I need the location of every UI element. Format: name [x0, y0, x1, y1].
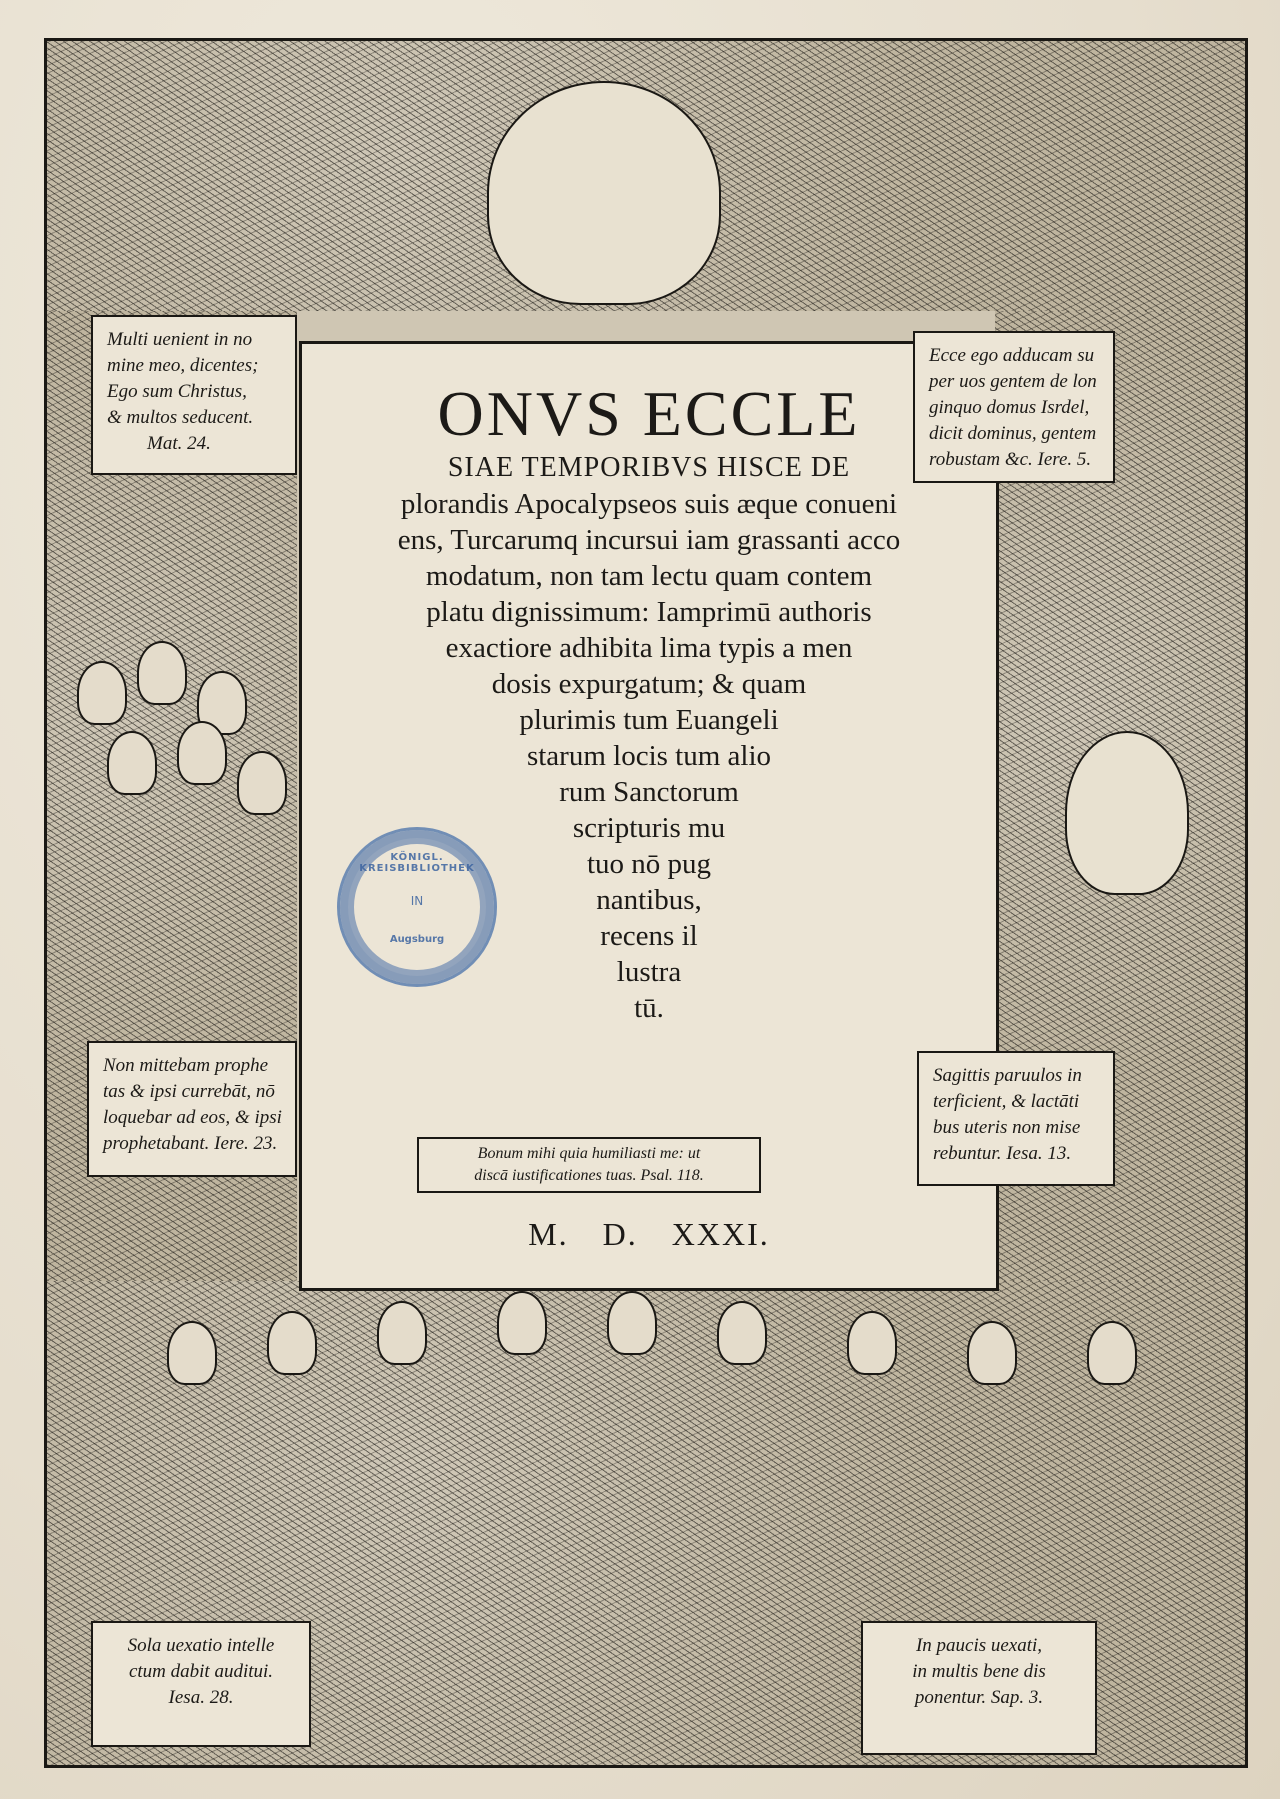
quote-wisdom-3: [861, 1621, 1097, 1755]
quote-line: ponentur. Sap. 3.: [914, 1687, 1044, 1708]
title-line: dosis expurgatum; & quam: [491, 668, 807, 700]
title-line: platu dignissimum: Iamprimū authoris: [426, 596, 872, 628]
title-line: rum Sanctorum: [559, 776, 739, 808]
title-line: scripturis mu: [572, 812, 726, 844]
quote-line: In paucis uexati,: [915, 1635, 1043, 1656]
quote-line: in multis bene dis: [912, 1661, 1046, 1682]
quote-line: Ego sum Christus,: [107, 381, 247, 402]
quote-line: discā iustificationes tuas. Psal. 118.: [474, 1167, 704, 1184]
quote-line: Mat. 24.: [147, 433, 211, 454]
title-line: tū.: [634, 992, 664, 1024]
quote-line: tas & ipsi currebāt, nō: [103, 1081, 275, 1102]
god-figure-illustration: [487, 81, 721, 305]
quote-line: bus uteris non mise: [933, 1117, 1081, 1138]
title-line: nantibus,: [596, 884, 702, 916]
quote-isaiah-13: [917, 1051, 1115, 1186]
quote-line: Non mittebam prophe: [103, 1055, 269, 1076]
quote-psalm-118-banner: [417, 1137, 761, 1193]
woodcut-sky-god-figure: [47, 41, 1245, 311]
woodcut-border: [44, 38, 1248, 1768]
quote-line: Multi uenient in no: [107, 329, 253, 350]
quote-line: Sola uexatio intelle: [127, 1635, 275, 1656]
quote-line: rebuntur. Iesa. 13.: [933, 1143, 1072, 1164]
quote-line: prophetabant. Iere. 23.: [103, 1133, 278, 1154]
title-line: tuo nō pug: [586, 848, 712, 880]
title-line: modatum, non tam lectu quam contem: [425, 560, 873, 592]
quote-line: per uos gentem de lon: [929, 371, 1097, 392]
quote-line: Bonum mihi quia humiliasti me: ut: [477, 1145, 701, 1162]
quote-line: loquebar ad eos, & ipsi: [103, 1107, 282, 1128]
title-line: exactiore adhibita lima typis a men: [445, 632, 853, 664]
title-line: recens il: [600, 920, 698, 952]
soldier-figure: [1065, 731, 1189, 895]
stamp-location-text: Augsburg: [389, 934, 445, 945]
quote-jeremiah-5: [913, 331, 1115, 483]
title-line: ens, Turcarumq incursui iam grassanti acco: [397, 524, 901, 556]
quote-jeremiah-23: [87, 1041, 297, 1177]
quote-line: ctum dabit auditui.: [128, 1661, 274, 1682]
title-line: plurimis tum Euangeli: [519, 704, 779, 736]
quote-line: Sagittis paruulos in: [933, 1065, 1082, 1086]
library-stamp: [337, 827, 497, 987]
stamp-mid-text: IN: [410, 894, 424, 908]
book-title: ONVS ECCLE: [437, 378, 861, 449]
quote-line: dicit dominus, gentem: [929, 423, 1097, 444]
title-line: SIAE TEMPORIBVS HISCE DE: [447, 452, 851, 483]
quote-line: mine meo, dicentes;: [107, 355, 259, 376]
quote-matthew-24: [91, 315, 297, 475]
title-line: starum locis tum alio: [526, 740, 772, 772]
quote-line: Ecce ego adducam su: [929, 345, 1095, 366]
imprint-date: M. D. XXXI.: [528, 1216, 770, 1252]
quote-line: terficient, & lactāti: [933, 1091, 1080, 1112]
quote-isaiah-28: [91, 1621, 311, 1747]
quote-line: robustam &c. Iere. 5.: [929, 449, 1092, 470]
quote-line: & multos seducent.: [107, 407, 254, 428]
title-line: lustra: [616, 956, 682, 988]
quote-line: ginquo domus Isrdel,: [929, 397, 1090, 418]
title-line: plorandis Apocalypseos suis æque conueni: [400, 488, 898, 520]
stamp-ring-text: KÖNIGL. KREISBIBLIOTHEK: [359, 852, 475, 874]
quote-line: Iesa. 28.: [168, 1687, 234, 1708]
